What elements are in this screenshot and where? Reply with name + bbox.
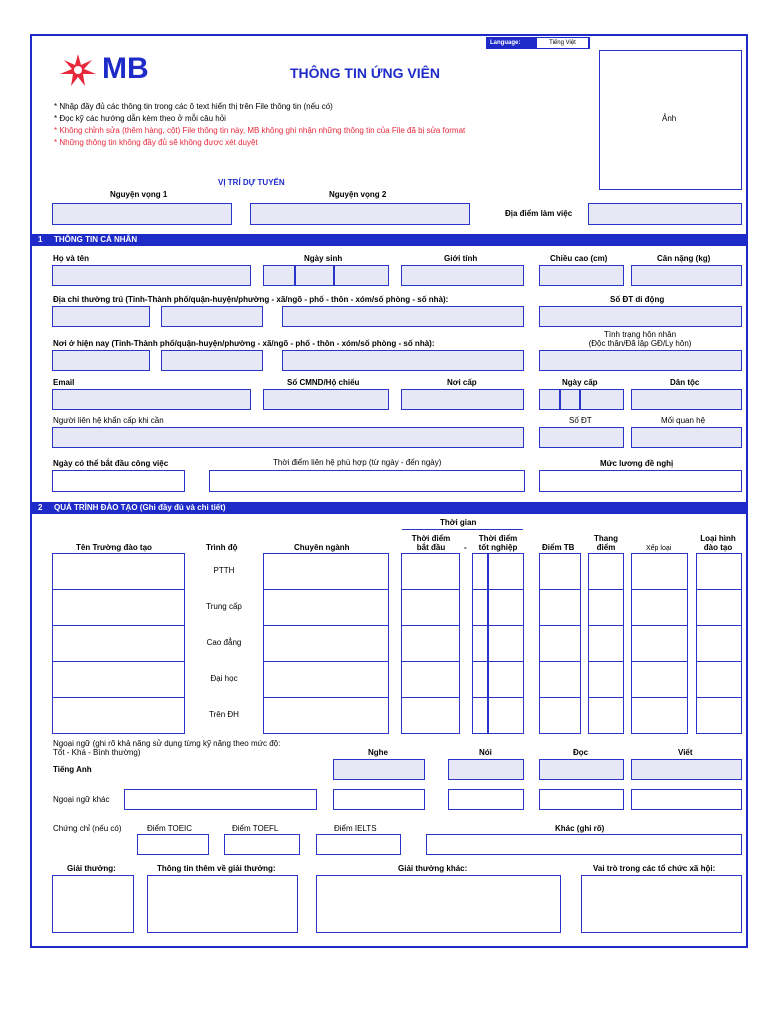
major-cell[interactable] — [263, 625, 389, 662]
end-cell-b[interactable] — [488, 697, 524, 734]
school-cell[interactable] — [52, 553, 185, 590]
height-field[interactable] — [539, 265, 624, 286]
mobile-field[interactable] — [539, 306, 742, 327]
type-cell[interactable] — [696, 553, 742, 590]
issue-year-field[interactable] — [580, 389, 624, 410]
school-cell[interactable] — [52, 625, 185, 662]
major-cell[interactable] — [263, 553, 389, 590]
time-heading-rule — [402, 529, 523, 530]
email-label: Email — [53, 378, 75, 387]
gpa-cell[interactable] — [539, 697, 581, 734]
reading-label: Đọc — [573, 748, 589, 757]
start-cell[interactable] — [401, 661, 460, 698]
toeic-label: Điểm TOEIC — [147, 824, 193, 833]
other-cert-label: Khác (ghi rõ) — [555, 824, 605, 833]
education-level-label: Đại học — [210, 674, 238, 683]
major-cell[interactable] — [263, 697, 389, 734]
gender-label: Giới tính — [444, 254, 478, 263]
end-cell-a[interactable] — [472, 625, 488, 662]
page-title: THÔNG TIN ỨNG VIÊN — [289, 65, 441, 81]
marital-label-2: (Độc thân/Đã lập GĐ/Ly hôn) — [588, 339, 692, 348]
dob-day-field[interactable] — [263, 265, 295, 286]
end-cell-b[interactable] — [488, 661, 524, 698]
dob-label: Ngày sinh — [304, 254, 343, 263]
other-listening-field[interactable] — [333, 789, 425, 810]
start-date-label: Ngày có thể bắt đầu công việc — [53, 459, 169, 468]
section1-band — [32, 234, 746, 246]
end-cell-a[interactable] — [472, 661, 488, 698]
ethnicity-field[interactable] — [631, 389, 742, 410]
end-cell-a[interactable] — [472, 553, 488, 590]
full-name-field[interactable] — [52, 265, 251, 286]
full-name-label: Họ và tên — [53, 254, 90, 263]
current-detail-field[interactable] — [282, 350, 524, 371]
ielts-field[interactable] — [316, 834, 401, 855]
type-cell[interactable] — [696, 661, 742, 698]
emergency-phone-field[interactable] — [539, 427, 624, 448]
dob-year-field[interactable] — [334, 265, 389, 286]
scale-cell[interactable] — [588, 589, 624, 626]
end-cell-b[interactable] — [488, 553, 524, 590]
toefl-label: Điểm TOEFL — [232, 824, 279, 833]
contact-time-label: Thời điểm liên hệ phù hợp (từ ngày - đến ngày) — [273, 458, 442, 467]
other-awards-label: Giải thưởng khác: — [398, 864, 468, 873]
permanent-province-field[interactable] — [52, 306, 150, 327]
type-cell[interactable] — [696, 625, 742, 662]
gpa-cell[interactable] — [539, 553, 581, 590]
current-address-label: Nơi ở hiện nay (Tỉnh-Thành phố/quận-huyện/phường - xã/ngõ - phố - thôn - xóm/số phòng - số nhà): — [53, 339, 435, 348]
social-roles-label: Vai trò trong các tổ chức xã hội: — [593, 864, 716, 873]
listening-label: Nghe — [368, 748, 388, 757]
issue-place-field[interactable] — [401, 389, 524, 410]
end-cell-b[interactable] — [488, 589, 524, 626]
ethnicity-label: Dân tộc — [670, 378, 700, 387]
ielts-label: Điểm IELTS — [334, 824, 377, 833]
id-number-field[interactable] — [263, 389, 389, 410]
position-heading: VỊ TRÍ DỰ TUYỂN — [218, 178, 285, 187]
start-cell[interactable] — [401, 553, 460, 590]
location-field[interactable] — [588, 203, 742, 225]
permanent-district-field[interactable] — [161, 306, 263, 327]
start-cell[interactable] — [401, 589, 460, 626]
school-cell[interactable] — [52, 661, 185, 698]
rank-cell[interactable] — [631, 589, 688, 626]
start-date-field[interactable] — [52, 470, 185, 492]
languages-note-2: Tốt - Khá - Bình thường) — [53, 748, 141, 757]
award-info-field[interactable] — [147, 875, 298, 933]
col-rank: Xếp loại — [646, 545, 672, 552]
scale-cell[interactable] — [588, 697, 624, 734]
col-type-2: đào tạo — [703, 543, 733, 552]
section2-band — [32, 502, 746, 514]
start-cell[interactable] — [401, 697, 460, 734]
issue-month-field[interactable] — [560, 389, 580, 410]
col-type-1: Loại hình — [700, 534, 736, 543]
section2-title: QUÁ TRÌNH ĐÀO TẠO (Ghi đầy đủ và chi tiết) — [54, 503, 226, 512]
education-level-label: Trung cấp — [206, 602, 242, 611]
col-gpa: Điểm TB — [542, 543, 575, 552]
emergency-contact-field[interactable] — [52, 427, 524, 448]
english-reading-field[interactable] — [539, 759, 624, 780]
mobile-label: Số ĐT di động — [610, 295, 665, 304]
salary-label: Mức lương đề nghị — [600, 459, 674, 468]
col-dash: - — [464, 543, 467, 552]
weight-label: Cân nặng (kg) — [657, 254, 711, 263]
gpa-cell[interactable] — [539, 625, 581, 662]
time-heading: Thời gian — [440, 518, 477, 527]
speaking-label: Nói — [479, 748, 492, 757]
education-level-label: Cao đẳng — [206, 638, 242, 647]
award-info-label: Thông tin thêm về giải thưởng: — [157, 864, 276, 873]
education-level-label: Trên ĐH — [209, 710, 239, 719]
issue-date-label: Ngày cấp — [562, 378, 598, 387]
end-cell-b[interactable] — [488, 625, 524, 662]
other-writing-field[interactable] — [631, 789, 742, 810]
contact-time-field[interactable] — [209, 470, 525, 492]
other-language-label: Ngoại ngữ khác — [53, 795, 110, 804]
permanent-detail-field[interactable] — [282, 306, 524, 327]
major-cell[interactable] — [263, 589, 389, 626]
dob-month-field[interactable] — [295, 265, 334, 286]
col-scale-1: Thang — [594, 534, 618, 543]
writing-label: Viết — [678, 748, 693, 757]
mb-star-icon — [58, 52, 98, 88]
toeic-field[interactable] — [137, 834, 209, 855]
issue-place-label: Nơi cấp — [447, 378, 477, 387]
wish2-label: Nguyện vọng 2 — [329, 190, 387, 199]
weight-field[interactable] — [631, 265, 742, 286]
note-4: * Những thông tin không đầy đủ sẽ không được xét duyệt — [54, 138, 258, 147]
col-end-1: Thời điểm — [478, 534, 518, 543]
marital-field[interactable] — [539, 350, 742, 371]
section1-number: 1 — [38, 235, 43, 244]
certs-label: Chứng chỉ (nếu có) — [53, 824, 122, 833]
col-level: Trình độ — [206, 543, 238, 552]
rank-cell[interactable] — [631, 553, 688, 590]
english-speaking-field[interactable] — [448, 759, 524, 780]
section2-number: 2 — [38, 503, 43, 512]
email-field[interactable] — [52, 389, 251, 410]
current-province-field[interactable] — [52, 350, 150, 371]
col-school: Tên Trường đào tạo — [76, 543, 152, 552]
scale-cell[interactable] — [588, 553, 624, 590]
section1-title: THÔNG TIN CÁ NHÂN — [54, 235, 138, 244]
id-number-label: Số CMND/Hộ chiếu — [287, 378, 360, 387]
school-cell[interactable] — [52, 589, 185, 626]
english-writing-field[interactable] — [631, 759, 742, 780]
gpa-cell[interactable] — [539, 589, 581, 626]
note-2: * Đọc kỹ các hướng dẫn kèm theo ở mỗi câu hỏi — [54, 114, 226, 123]
logo-text: MB — [102, 52, 149, 85]
relationship-label: Mối quan hệ — [661, 416, 706, 425]
col-end-2: tốt nghiệp — [478, 543, 518, 552]
height-label: Chiều cao (cm) — [550, 254, 608, 263]
emergency-contact-label: Người liên hệ khẩn cấp khi cần — [53, 416, 164, 425]
other-cert-field[interactable] — [426, 834, 742, 855]
wish1-field[interactable] — [52, 203, 232, 225]
english-label: Tiếng Anh — [53, 765, 92, 774]
gender-field[interactable] — [401, 265, 524, 286]
social-roles-field[interactable] — [581, 875, 742, 933]
col-major: Chuyên ngành — [294, 543, 350, 552]
language-select[interactable]: Tiếng Việt — [537, 38, 588, 48]
issue-day-field[interactable] — [539, 389, 560, 410]
end-cell-a[interactable] — [472, 697, 488, 734]
col-start-1: Thời điểm — [411, 534, 451, 543]
col-scale-2: điểm — [596, 543, 616, 552]
other-reading-field[interactable] — [539, 789, 624, 810]
location-label: Địa điểm làm việc — [505, 209, 573, 218]
english-listening-field[interactable] — [333, 759, 425, 780]
marital-label-1: Tình trạng hôn nhân — [603, 330, 677, 339]
education-level-label: PTTH — [213, 566, 235, 575]
permanent-address-label: Địa chỉ thường trú (Tỉnh-Thành phố/quận-huyện/phường - xã/ngõ - phố - thôn - xóm/số phòng - số nhà): — [53, 295, 449, 304]
scale-cell[interactable] — [588, 661, 624, 698]
wish2-field[interactable] — [250, 203, 470, 225]
photo-label: Ảnh — [662, 114, 677, 123]
mb-logo — [58, 52, 168, 88]
current-district-field[interactable] — [161, 350, 263, 371]
rank-cell[interactable] — [631, 697, 688, 734]
other-speaking-field[interactable] — [448, 789, 524, 810]
start-cell[interactable] — [401, 625, 460, 662]
type-cell[interactable] — [696, 589, 742, 626]
other-awards-field[interactable] — [316, 875, 561, 933]
col-start-2: bắt đầu — [416, 543, 446, 552]
major-cell[interactable] — [263, 661, 389, 698]
toefl-field[interactable] — [224, 834, 300, 855]
language-label: Language: — [490, 40, 521, 46]
gpa-cell[interactable] — [539, 661, 581, 698]
note-3: * Không chỉnh sửa (thêm hàng, cột) File thông tin này, MB không ghi nhận những thông tin của File đã bị sửa format — [54, 126, 466, 135]
awards-field[interactable] — [52, 875, 134, 933]
wish1-label: Nguyện vọng 1 — [110, 190, 168, 199]
awards-label: Giải thưởng: — [67, 864, 116, 873]
end-cell-a[interactable] — [472, 589, 488, 626]
scale-cell[interactable] — [588, 625, 624, 662]
other-language-name-field[interactable] — [124, 789, 317, 810]
type-cell[interactable] — [696, 697, 742, 734]
rank-cell[interactable] — [631, 661, 688, 698]
note-1: * Nhập đầy đủ các thông tin trong các ô text hiển thị trên File thông tin (nếu có) — [54, 102, 333, 111]
salary-field[interactable] — [539, 470, 742, 492]
rank-cell[interactable] — [631, 625, 688, 662]
relationship-field[interactable] — [631, 427, 742, 448]
phone-label: Số ĐT — [569, 416, 592, 425]
languages-note-1: Ngoại ngữ (ghi rõ khả năng sử dụng từng kỹ năng theo mức độ: — [53, 739, 281, 748]
school-cell[interactable] — [52, 697, 185, 734]
